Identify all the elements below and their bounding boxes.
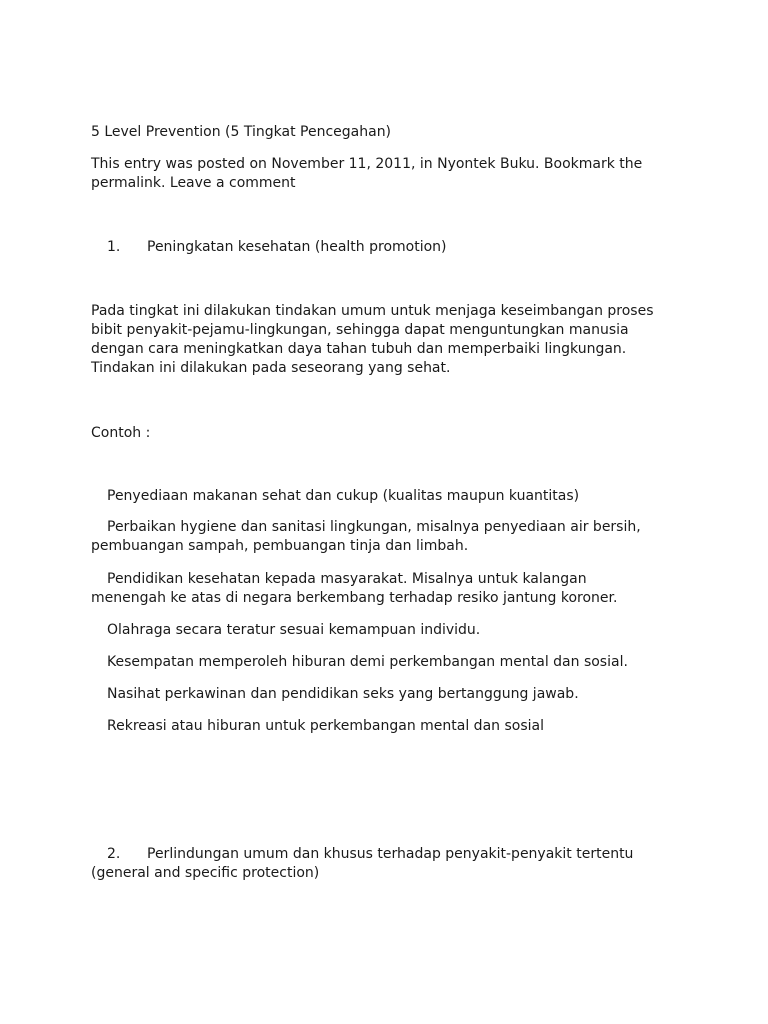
example-item-3: Pendidikan kesehatan kepada masyarakat. Misalnya untuk kalangan menengah ke atas di negara berkembang terhadap resiko jantung koroner. (91, 571, 618, 606)
section-2-number: 2. (107, 846, 121, 862)
example-item-5: Kesempatan memperoleh hiburan demi perkembangan mental dan sosial. (107, 654, 628, 670)
section-2-title: Perlindungan umum dan khusus terhadap penyakit-penyakit tertentu (general and specific protection) (91, 846, 634, 881)
document-title: 5 Level Prevention (5 Tingkat Pencegahan) (91, 124, 392, 140)
example-item-6: Nasihat perkawinan dan pendidikan seks yang bertanggung jawab. (107, 686, 579, 702)
section-1-number: 1. (107, 239, 121, 255)
example-item-2: Perbaikan hygiene dan sanitasi lingkungan, misalnya penyediaan air bersih, pembuangan sampah, pembuangan tinja dan limbah. (91, 519, 641, 554)
example-item-4: Olahraga secara teratur sesuai kemampuan individu. (107, 622, 481, 638)
example-item-1: Penyediaan makanan sehat dan cukup (kualitas maupun kuantitas) (107, 488, 580, 504)
section-1-paragraph: Pada tingkat ini dilakukan tindakan umum untuk menjaga keseimbangan proses bibit penyakit-pejamu-lingkungan, sehingga dapat menguntungkan manusia dengan cara meningkatkan daya tahan tubuh dan memperbaiki lingkungan. Tindakan ini dilakukan pada seseorang yang sehat. (91, 303, 654, 376)
section-1-title: Peningkatan kesehatan (health promotion) (147, 239, 447, 255)
section-2-heading (91, 845, 651, 883)
post-meta: This entry was posted on November 11, 2011, in Nyontek Buku. Bookmark the permalink. Leave a comment (91, 156, 643, 191)
example-label: Contoh : (91, 425, 151, 441)
example-item-7: Rekreasi atau hiburan untuk perkembangan mental dan sosial (107, 718, 544, 734)
section-1-heading (91, 238, 671, 257)
